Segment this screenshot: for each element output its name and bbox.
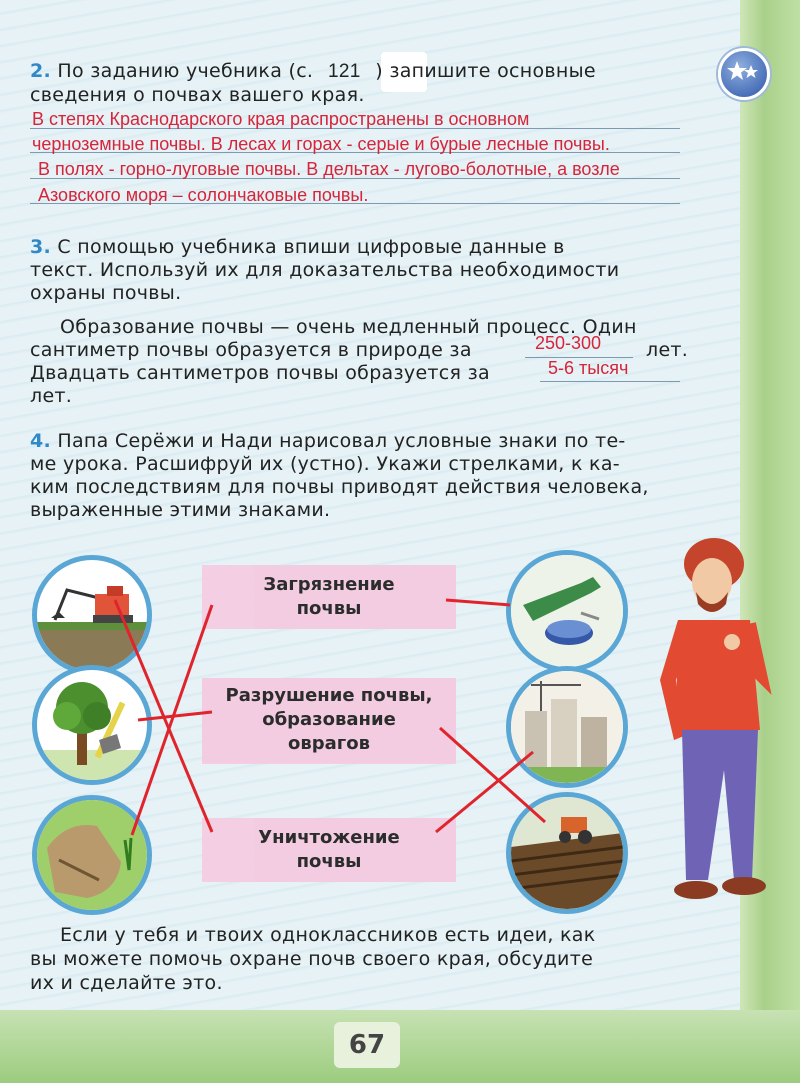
task2-answer-line1: В степях Краснодарского края распространены в основном bbox=[32, 109, 530, 129]
closing-line3: их и сделайте это. bbox=[30, 972, 223, 994]
task4-line1: 4. Папа Серёжи и Нади нарисовал условные знаки по те- bbox=[30, 430, 626, 452]
task3-line1: 3. С помощью учебника впиши цифровые данные в bbox=[30, 236, 565, 258]
label-destruction: Разрушение почвы, образование оврагов bbox=[202, 678, 456, 764]
task2-line1: 2. По заданию учебника (с. 121 ) запишите основные bbox=[30, 60, 596, 82]
task3-answer2: 5-6 тысяч bbox=[548, 358, 629, 378]
label-pollution: Загрязнение почвы bbox=[202, 565, 456, 629]
task2-answer-line2: черноземные почвы. В лесах и горах - серые и бурые лесные почвы. bbox=[32, 134, 610, 154]
page-number: 67 bbox=[334, 1022, 400, 1068]
task3-line3: охраны почвы. bbox=[30, 282, 182, 304]
task4-line4: выраженные этими знаками. bbox=[30, 499, 331, 521]
task2-answer-line4: Азовского моря – солончаковые почвы. bbox=[38, 185, 369, 205]
task3-text-line1: Образование почвы — очень медленный процесс. Один bbox=[60, 316, 637, 338]
task4-line2: ме урока. Расшифруй их (устно). Укажи стрелками, к ка- bbox=[30, 453, 620, 475]
task3-text-line3: Двадцать сантиметров почвы образуется за bbox=[30, 362, 490, 384]
task3-line2: текст. Используй их для доказательства необходимости bbox=[30, 259, 620, 281]
task3-text-line2a: сантиметр почвы образуется в природе за bbox=[30, 339, 472, 361]
task2-line2: сведения о почвах вашего края. bbox=[30, 84, 365, 106]
task3-text-line4: лет. bbox=[30, 385, 73, 407]
task3-text-line2b: лет. bbox=[646, 339, 689, 361]
label-annihilation: Уничтожение почвы bbox=[202, 818, 456, 882]
task4-line3: ким последствиям для почвы приводят действия человека, bbox=[30, 476, 649, 498]
task3-answer1: 250-300 bbox=[535, 333, 602, 353]
task2-answer-line3: В полях - горно-луговые почвы. В дельтах - лугово-болотные, а возле bbox=[38, 159, 620, 179]
closing-line2: вы можете помочь охране почв своего края, обсудите bbox=[30, 948, 594, 970]
closing-line1: Если у тебя и твоих одноклассников есть идеи, как bbox=[60, 924, 596, 946]
